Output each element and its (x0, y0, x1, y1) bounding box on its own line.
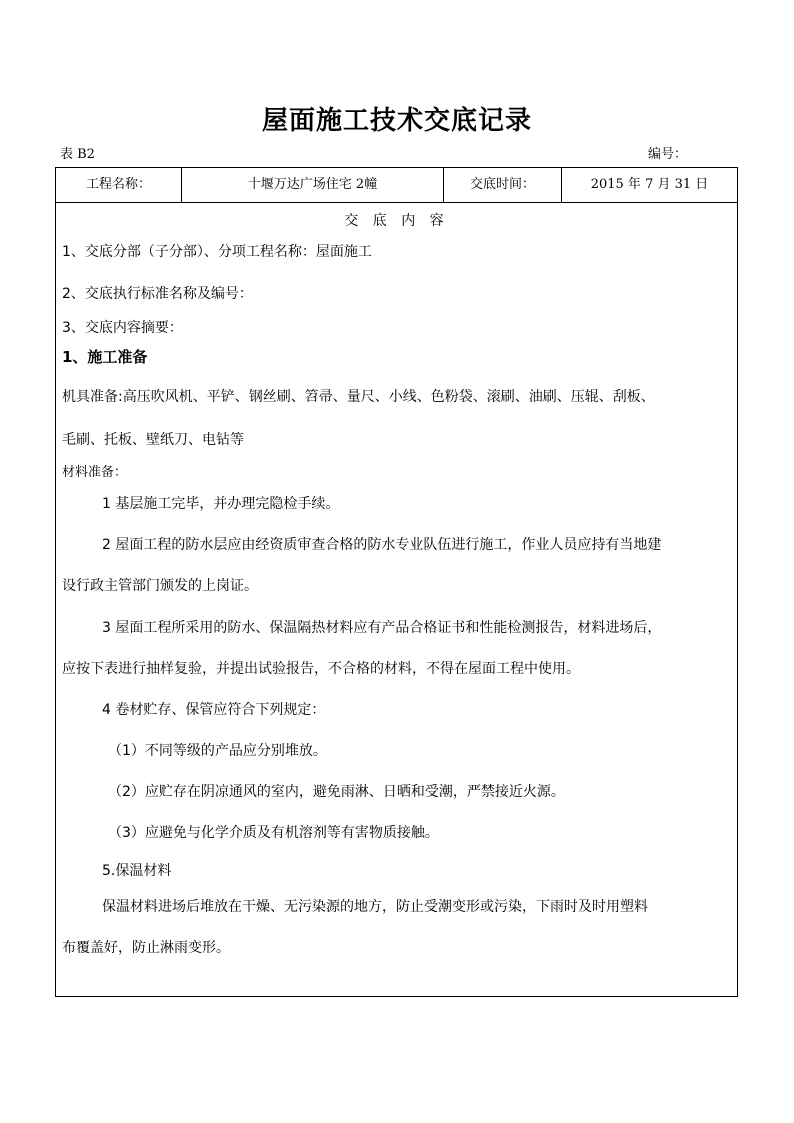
content-line: 材料准备： (62, 465, 128, 480)
content-line: 3、交底内容摘要： (62, 320, 183, 336)
section-heading: 1、施工准备 (62, 348, 148, 366)
briefing-date-value: 2015 年 7 月 31 日 (590, 177, 709, 192)
content-line: 1 基层施工完毕，并办理完隐检手续。 (102, 496, 340, 512)
content-line: 2、交底执行标准名称及编号： (62, 286, 253, 302)
content-line: 1、交底分部（子分部）、分项工程名称：屋面施工 (62, 244, 372, 260)
project-name-label: 工程名称： (56, 168, 182, 202)
record-table (55, 167, 738, 997)
form-code-label: 表 B2 (60, 147, 95, 162)
info-row (56, 168, 737, 203)
content-line: （2）应贮存在阴凉通风的室内，避免雨淋、日晒和受潮，严禁接近火源。 (108, 784, 565, 800)
content-line: 应按下表进行抽样复验，并提出试验报告，不合格的材料，不得在屋面工程中使用。 (62, 661, 580, 677)
content-line: 毛刷、托板、壁纸刀、电钻等 (62, 432, 244, 448)
content-heading: 交 底 内 容 (344, 213, 449, 229)
content-line: 2 屋面工程的防水层应由经资质审查合格的防水专业队伍进行施工，作业人员应持有当地建 (102, 537, 662, 553)
project-name-value: 十堰万达广场住宅 2幢 (182, 168, 444, 202)
content-line: 4 卷材贮存、保管应符合下列规定： (102, 702, 326, 718)
briefing-date-label: 交底时间： (444, 168, 562, 202)
serial-number-label: 编号： (648, 147, 688, 162)
content-line: 布覆盖好，防止淋雨变形。 (62, 940, 230, 956)
content-line: 3 屋面工程所采用的防水、保温隔热材料应有产品合格证书和性能检测报告，材料进场后， (102, 620, 662, 636)
content-line: 保温材料进场后堆放在干燥、无污染源的地方，防止受潮变形或污染，下雨时及时用塑料 (102, 899, 648, 915)
content-line: 机具准备:高压吹风机、平铲、钢丝刷、笤帚、量尺、小线、色粉袋、滚刷、油刷、压辊、刮板、 (62, 389, 655, 405)
content-line: （3）应避免与化学介质及有机溶剂等有害物质接触。 (108, 825, 439, 841)
document-title: 屋面施工技术交底记录 (261, 106, 532, 136)
content-line: 5.保温材料 (102, 863, 172, 879)
briefing-content (56, 203, 737, 996)
content-line: 设行政主管部门颁发的上岗证。 (62, 578, 258, 594)
content-line: （1）不同等级的产品应分别堆放。 (108, 743, 327, 759)
